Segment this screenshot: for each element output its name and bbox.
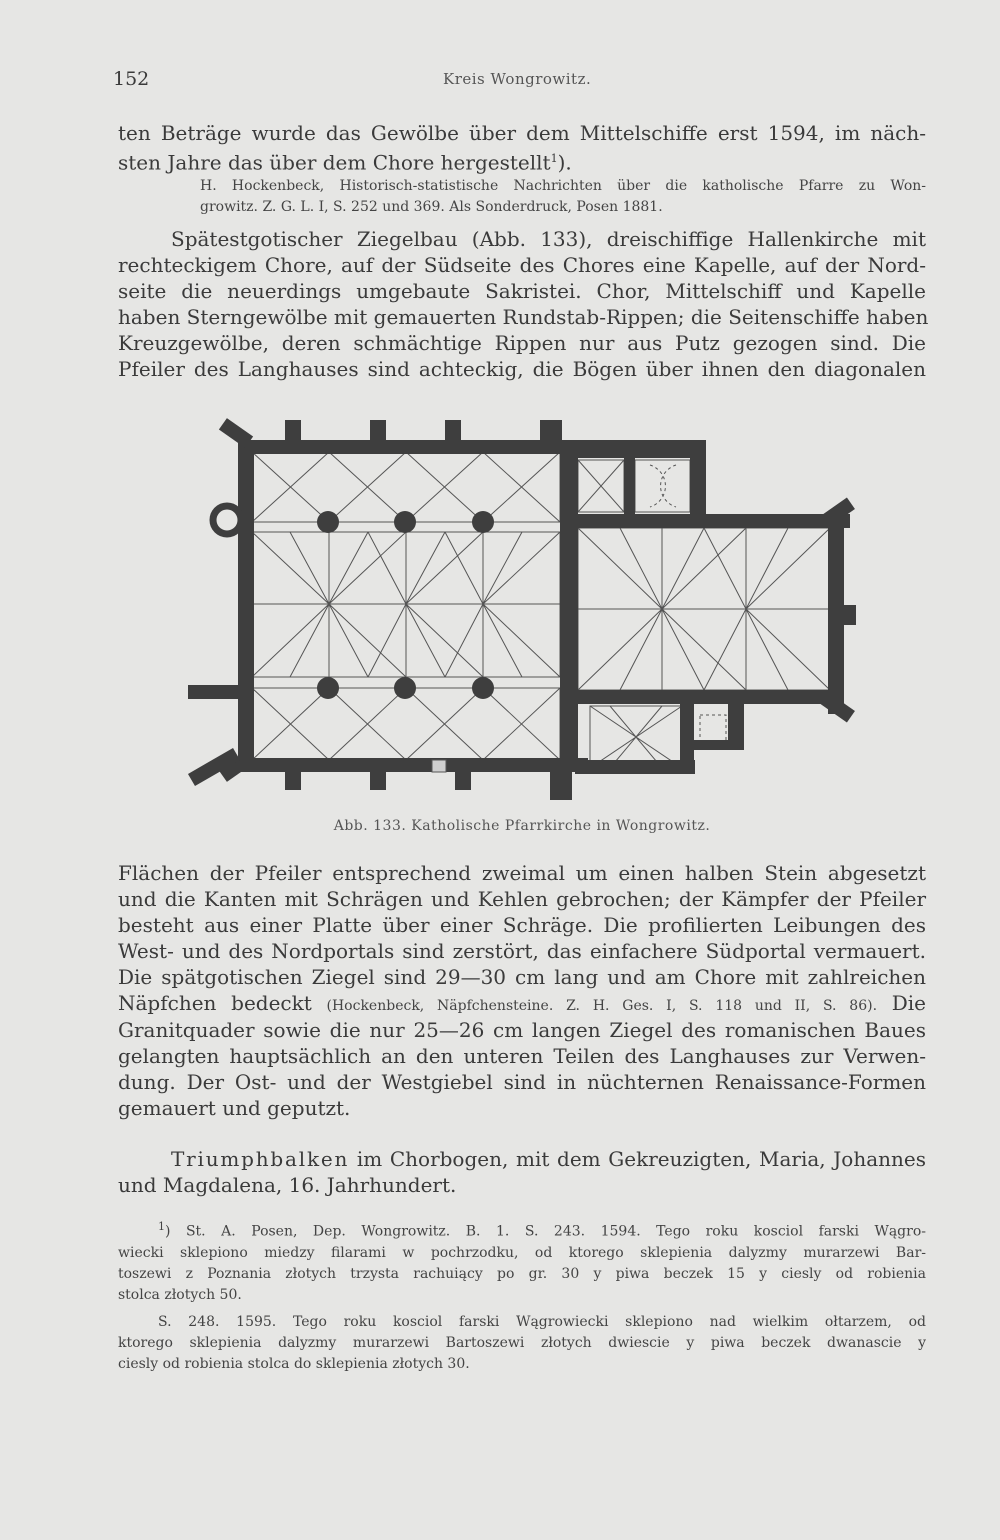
footnotes	[118, 1216, 926, 1375]
paragraph-2	[118, 860, 926, 1121]
pier	[394, 677, 416, 699]
text-line-content: sten Jahre das über dem Chore hergestellt	[118, 150, 551, 175]
spaced-term: Triumphbalken	[171, 1147, 350, 1171]
pier	[394, 511, 416, 533]
choir-star-vault	[578, 528, 830, 690]
text-line: gemauert und geputzt.	[118, 1096, 351, 1120]
page-number: 152	[113, 68, 150, 90]
citation: (Hockenbeck, Näpfchensteine. Z. H. Ges. I, S. 118 und II, S. 86).	[326, 998, 878, 1014]
text-line-tail: ).	[557, 150, 572, 175]
text-line: haben Sterngewölbe mit gemauerten Rundstab-Rippen; die Seitenschiffe haben	[118, 305, 929, 329]
text-line: West- und des Nordportals sind zerstört, das einfachere Südportal vermauert.	[118, 939, 926, 963]
footnote-line	[118, 1216, 926, 1243]
text-line	[118, 146, 926, 176]
text-line: rechteckigem Chore, auf der Südseite des Chores eine Kapelle, auf der Nord-	[118, 253, 926, 277]
text-line	[118, 1146, 926, 1172]
text-line: und Magdalena, 16. Jahrhundert.	[118, 1173, 457, 1197]
pier	[317, 511, 339, 533]
text-line: Die spätgotischen Ziegel sind 29—30 cm lang und am Chore mit zahlreichen	[118, 965, 926, 989]
text-line: Spätestgotischer Ziegelbau (Abb. 133), dreischiffige Hallenkirche mit	[171, 227, 926, 251]
text-line	[118, 990, 926, 1017]
footnote-line: ciesly od robienia stolca do sklepienia złotych 30.	[118, 1355, 470, 1372]
footnote-marker: 1	[158, 1220, 165, 1233]
text-line: dung. Der Ost- und der Westgiebel sind in nüchternen Renaissance-Formen	[118, 1070, 926, 1094]
footnote-ref: 1	[550, 152, 558, 165]
text-line-start: Näpfchen bedeckt	[118, 991, 327, 1015]
footnote-line: S. 248. 1595. Tego roku kosciol farski Wągrowiecki sklepiono nad wielkim ołtarzem, od	[158, 1313, 926, 1330]
pier	[472, 677, 494, 699]
text-line: besteht aus einer Platte über einer Schräge. Die profilierten Leibungen des	[118, 913, 926, 937]
text-line: ten Beträge wurde das Gewölbe über dem Mittelschiffe erst 1594, im näch-	[118, 121, 926, 145]
sacristy-annex	[635, 460, 690, 512]
page-header	[113, 68, 933, 94]
paragraph-1	[118, 226, 929, 382]
pier	[472, 511, 494, 533]
running-title: Kreis Wongrowitz.	[443, 70, 592, 88]
text-line: Granitquader sowie die nur 25—26 cm langen Ziegel des romanischen Baues	[118, 1018, 926, 1042]
text-line: gelangten hauptsächlich an den unteren Teilen des Langhauses zur Verwen-	[118, 1044, 926, 1068]
text-line: Flächen der Pfeiler entsprechend zweimal um einen halben Stein abgesetzt	[118, 861, 926, 885]
text-line-end: Die	[877, 991, 927, 1015]
text-line-rest: im Chorbogen, mit dem Gekreuzigten, Maria, Johannes	[349, 1147, 926, 1171]
source-note	[200, 176, 926, 218]
footnote-line: toszewi z Poznania złotych trzysta rachuiący po gr. 30 y piwa beczek 15 y ciesly od robienia	[118, 1265, 926, 1282]
figure-caption: Abb. 133. Katholische Pfarrkirche in Wongrowitz.	[333, 818, 711, 834]
text-line: und die Kanten mit Schrägen und Kehlen gebrochen; der Kämpfer der Pfeiler	[118, 887, 926, 911]
footnote-text: ) St. A. Posen, Dep. Wongrowitz. B. 1. S. 243. 1594. Tego roku kosciol farski Wągro-	[165, 1223, 926, 1240]
source-note-line: growitz. Z. G. L. I, S. 252 und 369. Als Sonderdruck, Posen 1881.	[200, 199, 663, 215]
footnote-line: stolca złotych 50.	[118, 1286, 242, 1303]
source-note-line: H. Hockenbeck, Historisch-statistische Nachrichten über die katholische Pfarre zu Won-	[200, 178, 926, 194]
stair-turret	[213, 506, 241, 534]
intro-text	[118, 120, 926, 176]
paragraph-3	[118, 1146, 926, 1198]
text-line: seite die neuerdings umgebaute Sakristei. Chor, Mittelschiff und Kapelle	[118, 279, 926, 303]
text-line: Pfeiler des Langhauses sind achteckig, die Bögen über ihnen den diagonalen	[118, 357, 926, 381]
footnote-line: wiecki sklepiono miedzy filarami w pochrzodku, od ktorego sklepienia dalyzmy murarzewi Bar-	[118, 1244, 926, 1261]
pier	[317, 677, 339, 699]
footnote-line: ktorego sklepienia dalyzmy murarzewi Bartoszewi złotych dwiescie y piwa beczek dwanascie y	[118, 1334, 926, 1351]
text-line: Kreuzgewölbe, deren schmächtige Rippen nur aus Putz gezogen sind. Die	[118, 331, 926, 355]
church-floor-plan	[180, 410, 860, 810]
nave-star-vault	[252, 532, 560, 677]
